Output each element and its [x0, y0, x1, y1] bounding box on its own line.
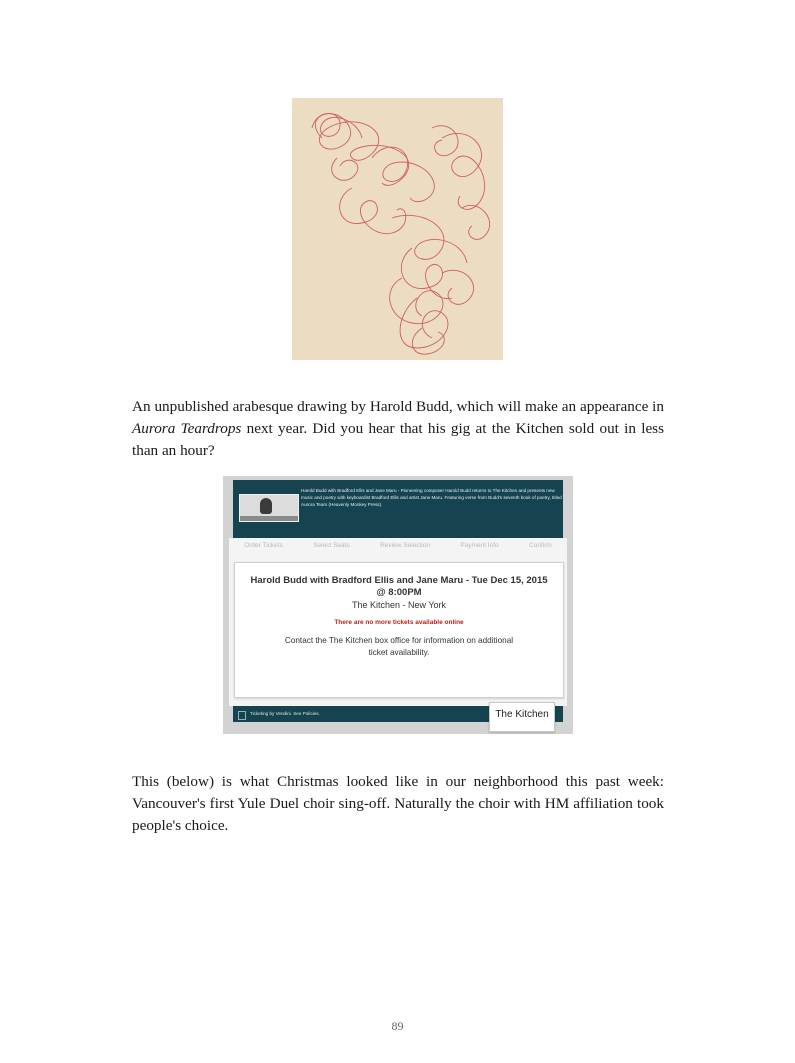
step-review-selection[interactable]: Review Selection — [380, 542, 430, 549]
sold-out-card — [234, 562, 564, 698]
ticketing-screenshot — [223, 476, 573, 734]
footer-policies-link[interactable]: Ticketing by Vendini. See Policies. — [250, 711, 320, 716]
christmas-paragraph: This (below) is what Christmas looked like in our neighborhood this past week: Vancouver's first Yule Duel choir sing-off. Naturally the choir with HM affiliation took people's choice. — [132, 773, 664, 834]
sold-out-notice: There are no more tickets available online — [334, 619, 464, 626]
step-payment-info[interactable]: Payment Info — [460, 542, 499, 549]
the-kitchen-logo: The Kitchen — [489, 702, 555, 732]
step-select-seats[interactable]: Select Seats — [313, 542, 350, 549]
caption-text-end: next year. Did you hear that his gig at the Kitchen sold out in less than an hour? — [132, 420, 665, 459]
event-title: Harold Budd with Bradford Ellis and Jane Maru - Tue Dec 15, 2015 @ 8:00PM — [250, 575, 548, 598]
checkout-steps — [229, 542, 567, 554]
step-confirm[interactable]: Confirm — [529, 542, 552, 549]
vendini-icon — [238, 711, 246, 720]
event-venue: The Kitchen - New York — [351, 600, 447, 610]
page-number: 89 — [391, 1019, 404, 1033]
event-description: Harold Budd with Bradford Ellis and Jane Maru - Pioneering composer Harold Budd returns to The Kitchen and presents new music and poetry with keyboardist Bradford Ellis and artist Jane Maru. Featuring verse from Budd's seventh book of poetry, titled Aurora Tears (Heavenly Monkey Press). — [301, 488, 562, 507]
ticket-panel — [229, 538, 567, 706]
box-office-contact: Contact the The Kitchen box office for information on additional ticket availability. — [284, 636, 514, 657]
book-title: Aurora Teardrops — [132, 420, 242, 437]
event-thumbnail — [239, 494, 299, 522]
drawing-caption-paragraph — [132, 396, 664, 462]
event-banner — [233, 480, 563, 542]
arabesque-drawing — [292, 98, 503, 360]
caption-text-start: An unpublished arabesque drawing by Harold Budd, which will make an appearance in — [132, 398, 664, 415]
step-order-tickets[interactable]: Order Tickets — [244, 542, 283, 549]
portrait-image — [260, 498, 272, 514]
